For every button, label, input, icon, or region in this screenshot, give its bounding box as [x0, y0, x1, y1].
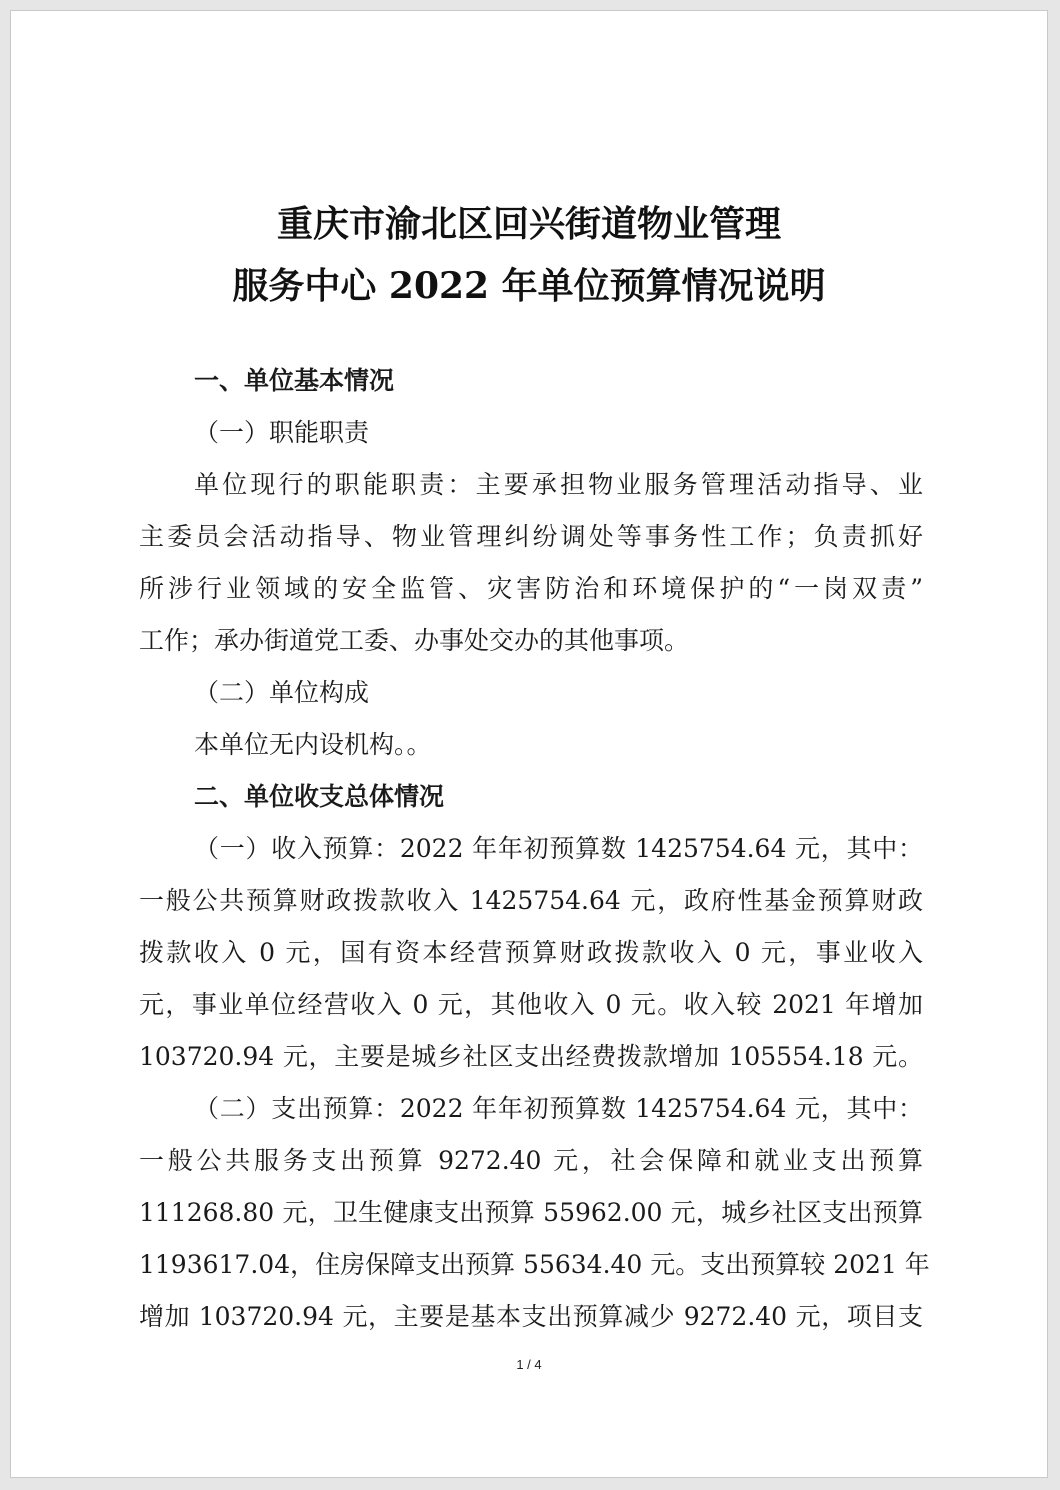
document-page [10, 10, 1048, 1478]
section-1-sub-2-heading: （二）单位构成 [194, 678, 370, 707]
paragraph-line: 103720.94 元，主要是城乡社区支出经费拨款增加 105554.18 元。 [139, 1042, 923, 1071]
paragraph-line: 增加 103720.94 元，主要是基本支出预算减少 9272.40 元，项目支 [139, 1302, 923, 1331]
paragraph-line: （二）支出预算：2022 年年初预算数 1425754.64 元，其中： [194, 1094, 923, 1123]
paragraph-line: 111268.80 元，卫生健康支出预算 55962.00 元，城乡社区支出预算 [139, 1198, 923, 1227]
paragraph-line: 主委员会活动指导、物业管理纠纷调处等事务性工作；负责抓好 [139, 522, 923, 551]
paragraph-line: 1193617.04，住房保障支出预算 55634.40 元。支出预算较 2021 年 [139, 1250, 930, 1279]
title-line-1: 重庆市渝北区回兴街道物业管理 [276, 203, 781, 245]
paragraph-line: 所涉行业领域的安全监管、灾害防治和环境保护的“一岗双责” [139, 574, 923, 603]
paragraph-line: 一般公共预算财政拨款收入 1425754.64 元，政府性基金预算财政 [139, 886, 923, 915]
paragraph-line: 工作；承办街道党工委、办事处交办的其他事项。 [139, 626, 690, 655]
page-number: 1 / 4 [516, 1357, 542, 1372]
paragraph-line: 元，事业单位经营收入 0 元，其他收入 0 元。收入较 2021 年增加 [139, 990, 923, 1019]
paragraph-line: 单位现行的职能职责：主要承担物业服务管理活动指导、业 [194, 470, 923, 499]
title-line-2: 服务中心 2022 年单位预算情况说明 [232, 265, 826, 307]
paragraph-line: 一般公共服务支出预算 9272.40 元，社会保障和就业支出预算 [139, 1146, 923, 1175]
paragraph-line: 拨款收入 0 元，国有资本经营预算财政拨款收入 0 元，事业收入 [139, 938, 923, 967]
section-1-sub-2-text: 本单位无内设机构。。 [194, 730, 432, 759]
section-1-heading: 一、单位基本情况 [194, 366, 395, 395]
section-1-sub-1-heading: （一）职能职责 [194, 418, 370, 447]
paragraph-line: （一）收入预算：2022 年年初预算数 1425754.64 元，其中： [194, 834, 923, 863]
section-2-heading: 二、单位收支总体情况 [194, 782, 445, 811]
